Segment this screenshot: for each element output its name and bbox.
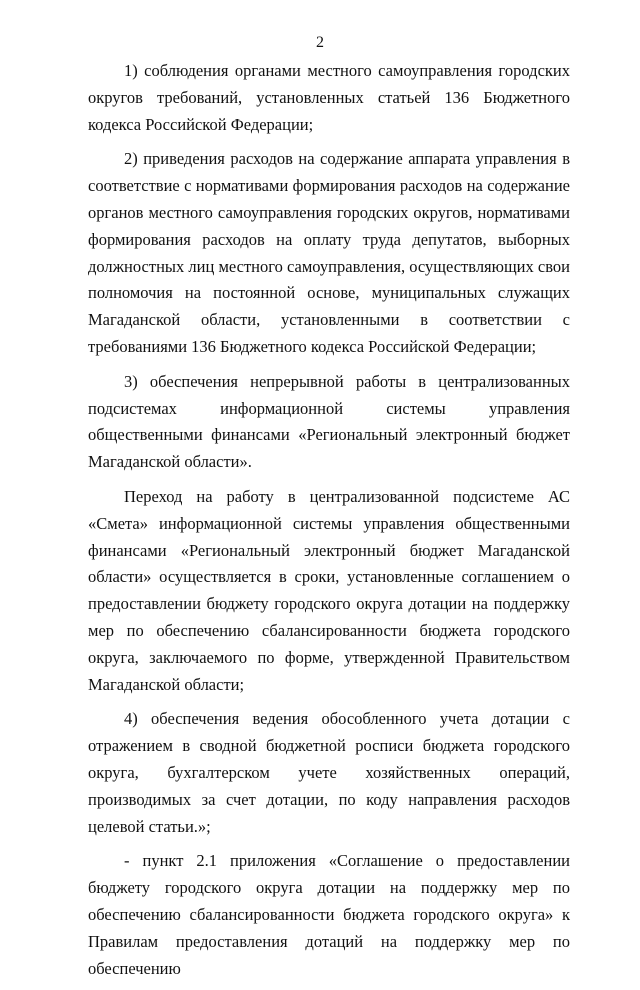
paragraph-item-2: 2) приведения расходов на содержание аппарата управления в соответствие с нормативами формирования расходов на содержание органов местного самоуправления городских округов, нормативами формирования расходов на оплату труда депутатов, выборных должностных лиц местного самоуправления, осуществляющих свои полномочия на постоянной основе, муниципальных служащих Магаданской области, установленными в соответствии с требованиями 136 Бюджетного кодекса Российской Федерации;	[88, 149, 570, 356]
paragraph-item-3: 3) обеспечения непрерывной работы в централизованных подсистемах информационной системы управления общественными финансами «Региональный электронный бюджет Магаданской области».	[88, 371, 570, 472]
document-body	[88, 58, 570, 990]
paragraph-point-2-1: - пункт 2.1 приложения «Соглашение о предоставлении бюджету городского округа дотации на поддержку мер по обеспечению сбалансированности бюджета городского округа» к Правилам предоставления дотаций на поддержку мер по обеспечению	[88, 851, 570, 978]
page-number: 2	[316, 34, 324, 51]
paragraph-item-4: 4) обеспечения ведения обособленного учета дотации с отражением в сводной бюджетной росписи бюджета городского округа, бухгалтерском учете хозяйственных операций, производимых за счет дотации, по коду направления расходов целевой статьи.»;	[88, 709, 570, 836]
paragraph-item-1: 1) соблюдения органами местного самоуправления городских округов требований, установленных статьей 136 Бюджетного кодекса Российской Федерации;	[88, 61, 570, 134]
paragraph-transition: Переход на работу в централизованной подсистеме АС «Смета» информационной системы управления общественными финансами «Региональный электронный бюджет Магаданской области» осуществляется в сроки, установленные соглашением о предоставлении бюджету городского округа дотации на поддержку мер по обеспечению сбалансированности бюджета городского округа, заключаемого по форме, утвержденной Правительством Магаданской области;	[88, 486, 570, 694]
